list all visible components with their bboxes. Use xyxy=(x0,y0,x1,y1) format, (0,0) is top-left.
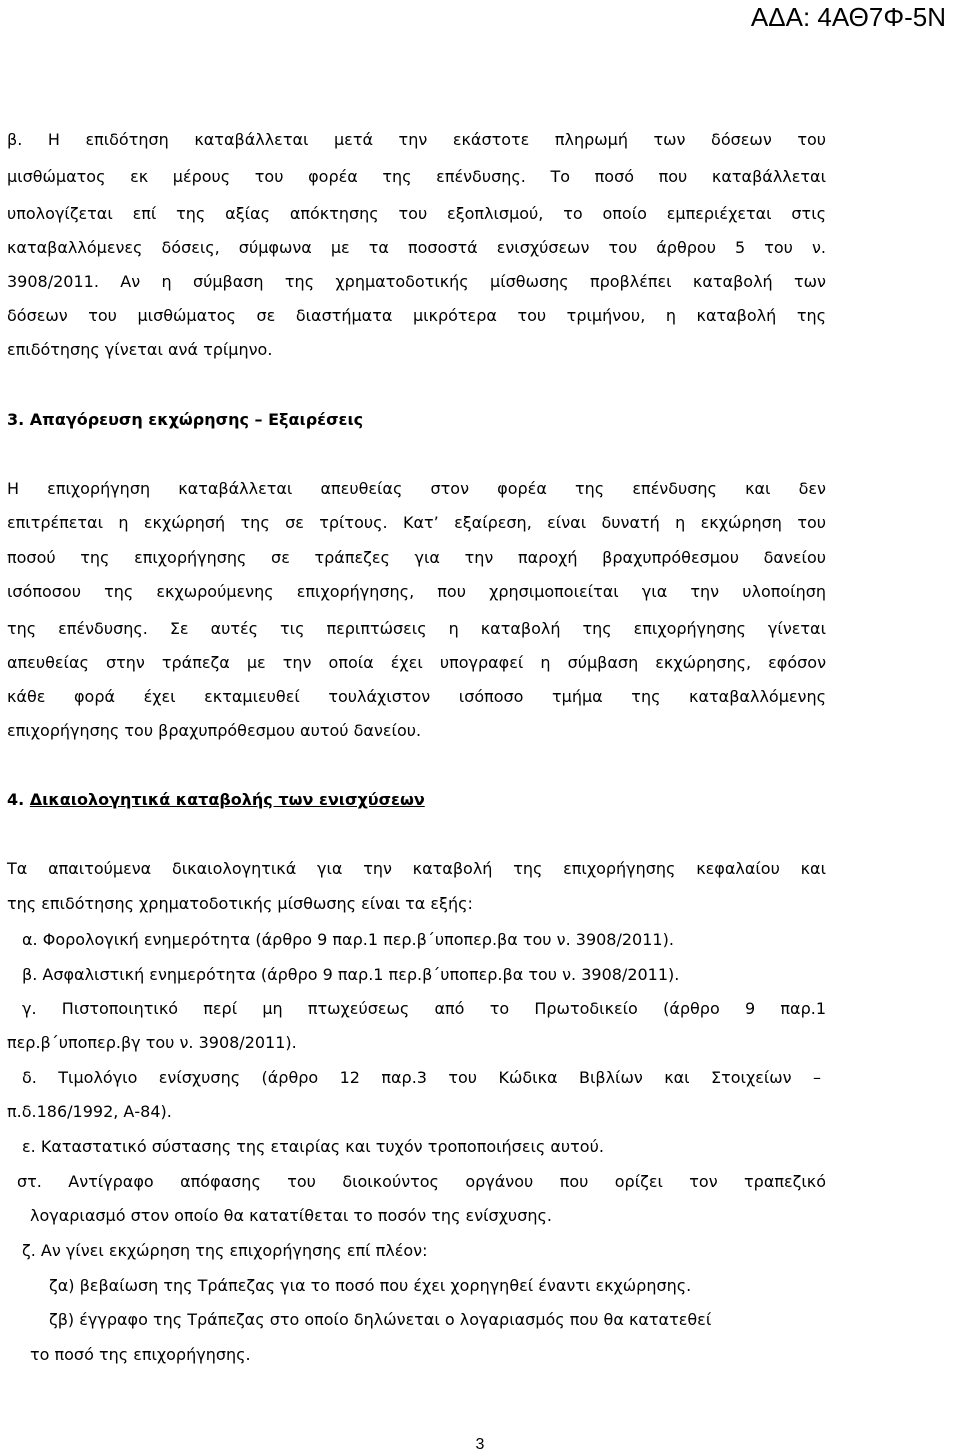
section-b-line: δόσεων του μισθώματος σε διαστήματα μικρότερα του τριμήνου, η καταβολή της xyxy=(7,306,826,325)
section-4-heading-number: 4. xyxy=(7,790,25,809)
section-b-line: β. Η επιδότηση καταβάλλεται μετά την εκάστοτε πληρωμή των δόσεων του xyxy=(7,130,826,149)
section-b-line: υπολογίζεται επί της αξίας απόκτησης του εξοπλισμού, το οποίο εμπεριέχεται στις xyxy=(7,204,826,223)
list-item: ε. Καταστατικό σύστασης της εταιρίας και τυχόν τροποποιήσεις αυτού. xyxy=(22,1137,604,1156)
section-4-heading xyxy=(7,790,425,810)
section-3-line: κάθε φορά έχει εκταμιευθεί τουλάχιστον ισόποσο τμήμα της καταβαλλόμενης xyxy=(7,687,826,706)
section-3-line: ποσού της επιχορήγησης σε τράπεζες για την παροχή βραχυπρόθεσμου δανείου xyxy=(7,548,826,567)
list-item: ζ. Αν γίνει εκχώρηση της επιχορήγησης επί πλέον: xyxy=(22,1241,428,1260)
section-4-heading-text: Δικαιολογητικά καταβολής των ενισχύσεων xyxy=(29,790,425,809)
section-3-line: της επένδυσης. Σε αυτές τις περιπτώσεις η καταβολή της επιχορήγησης γίνεται xyxy=(7,619,826,638)
list-item: λογαριασμό στον οποίο θα κατατίθεται το ποσόν της ενίσχυσης. xyxy=(30,1206,552,1225)
section-4-intro-line: της επιδότησης χρηματοδοτικής μίσθωσης είναι τα εξής: xyxy=(7,894,473,913)
ada-code: ΑΔΑ: 4ΑΘ7Φ-5Ν xyxy=(750,2,946,32)
section-3-line: επιχορήγησης του βραχυπρόθεσμου αυτού δανείου. xyxy=(7,721,422,740)
list-item: π.δ.186/1992, Α-84). xyxy=(7,1102,172,1121)
list-item: β. Ασφαλιστική ενημερότητα (άρθρο 9 παρ.1 περ.β΄υποπερ.βα του ν. 3908/2011). xyxy=(22,965,680,984)
section-b-line: επιδότησης γίνεται ανά τρίμηνο. xyxy=(7,340,273,359)
list-item: περ.β΄υποπερ.βγ του ν. 3908/2011). xyxy=(7,1033,297,1052)
section-3-line: ισόποσου της εκχωρούμενης επιχορήγησης, που χρησιμοποιείται για την υλοποίηση xyxy=(7,582,826,601)
section-3-line: απευθείας στην τράπεζα με την οποία έχει υπογραφεί η σύμβαση εκχώρησης, εφόσον xyxy=(7,653,826,672)
list-item: α. Φορολογική ενημερότητα (άρθρο 9 παρ.1 περ.β΄υποπερ.βα του ν. 3908/2011). xyxy=(22,930,674,949)
list-item: ζα) βεβαίωση της Τράπεζας για το ποσό που έχει χορηγηθεί έναντι εκχώρησης. xyxy=(49,1276,692,1295)
section-3-heading: 3. Απαγόρευση εκχώρησης – Εξαιρέσεις xyxy=(7,410,364,429)
list-item: στ. Αντίγραφο απόφασης του διοικούντος οργάνου που ορίζει τον τραπεζικό xyxy=(17,1172,826,1191)
section-3-line: επιτρέπεται η εκχώρησή της σε τρίτους. Κατ’ εξαίρεση, είναι δυνατή η εκχώρηση του xyxy=(7,513,826,532)
section-b-line: μισθώματος εκ μέρους του φορέα της επένδυσης. Το ποσό που καταβάλλεται xyxy=(7,167,826,186)
section-b-line: 3908/2011. Αν η σύμβαση της χρηματοδοτικής μίσθωσης προβλέπει καταβολή των xyxy=(7,272,826,291)
section-b-line: καταβαλλόμενες δόσεις, σύμφωνα με τα ποσοστά ενισχύσεων του άρθρου 5 του ν. xyxy=(7,238,826,257)
list-item: γ. Πιστοποιητικό περί μη πτωχεύσεως από το Πρωτοδικείο (άρθρο 9 παρ.1 xyxy=(22,999,826,1018)
list-item: το ποσό της επιχορήγησης. xyxy=(30,1345,251,1364)
list-item: ζβ) έγγραφο της Τράπεζας στο οποίο δηλώνεται ο λογαριασμός που θα κατατεθεί xyxy=(49,1310,712,1329)
page-number: 3 xyxy=(475,1436,485,1453)
list-item: δ. Τιμολόγιο ενίσχυσης (άρθρο 12 παρ.3 του Κώδικα Βιβλίων και Στοιχείων – xyxy=(22,1068,821,1087)
section-4-intro-line: Τα απαιτούμενα δικαιολογητικά για την καταβολή της επιχορήγησης κεφαλαίου και xyxy=(7,859,826,878)
section-3-line: Η επιχορήγηση καταβάλλεται απευθείας στον φορέα της επένδυσης και δεν xyxy=(7,479,826,498)
